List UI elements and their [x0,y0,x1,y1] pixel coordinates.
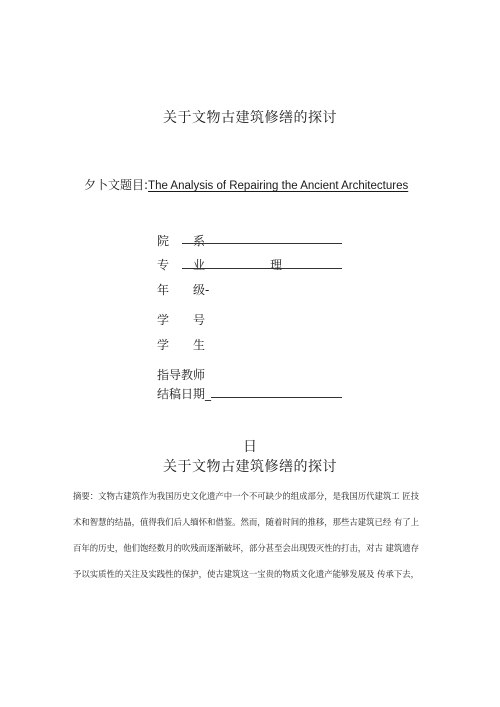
student-field [157,336,206,353]
date-field [157,385,211,402]
student-id-char-2: 号 [193,313,206,327]
student-char-2: 生 [193,338,206,352]
department-char-2: 系 [193,234,206,248]
foreign-title-value: The Analysis of Repairing the Ancient Architectures [148,180,409,192]
date-underline [211,397,342,398]
date-label: 结稿日期_ [157,387,212,401]
major-char-2: 业 [193,258,206,272]
advisor-label: 指导教师 [157,368,206,382]
department-underline [182,243,342,244]
department-field [157,232,206,249]
abstract-line: 术和智慧的结晶，值得我们后人缅怀和借鉴。然而，随着时间的推移，那些古建筑已经 有了上 [73,517,420,527]
advisor-field [157,366,205,383]
abstract-line: 百年的历史，他们饱经数月的吹残而逐渐破坏，部分甚至会出现毁灭性的打击，对古 建筑遗存 [73,543,420,553]
grade-field [157,281,210,298]
student-id-char-1: 学 [157,313,170,327]
major-char-1: 专 [157,258,170,272]
student-char-1: 学 [157,338,170,352]
grade-char-1: 年 [157,283,170,297]
body-title: 关于文物古建筑修缮的探讨 [163,459,337,475]
abstract-line: 予以实质性的关注及实践性的保护，使古建筑这一宝贵的物质文化遗产能够发展及 传承下去， [73,569,420,579]
department-char-1: 院 [157,234,170,248]
foreign-title-label: 夕卜文题目: [84,178,149,192]
major-char-3: 理 [270,258,283,272]
major-field [157,256,283,273]
student-id-field [157,311,206,328]
stray-character: 日 [243,439,257,455]
grade-char-2: 级- [193,283,210,297]
major-underline [182,268,342,269]
abstract [73,489,439,593]
cover-title: 关于文物古建筑修缮的探讨 [163,110,337,126]
foreign-title-row [84,176,408,193]
abstract-line: 摘要：文物古建筑作为我国历史文化遗产中一个不可缺少的组成部分，是我国历代建筑工 匠技 [73,491,420,501]
